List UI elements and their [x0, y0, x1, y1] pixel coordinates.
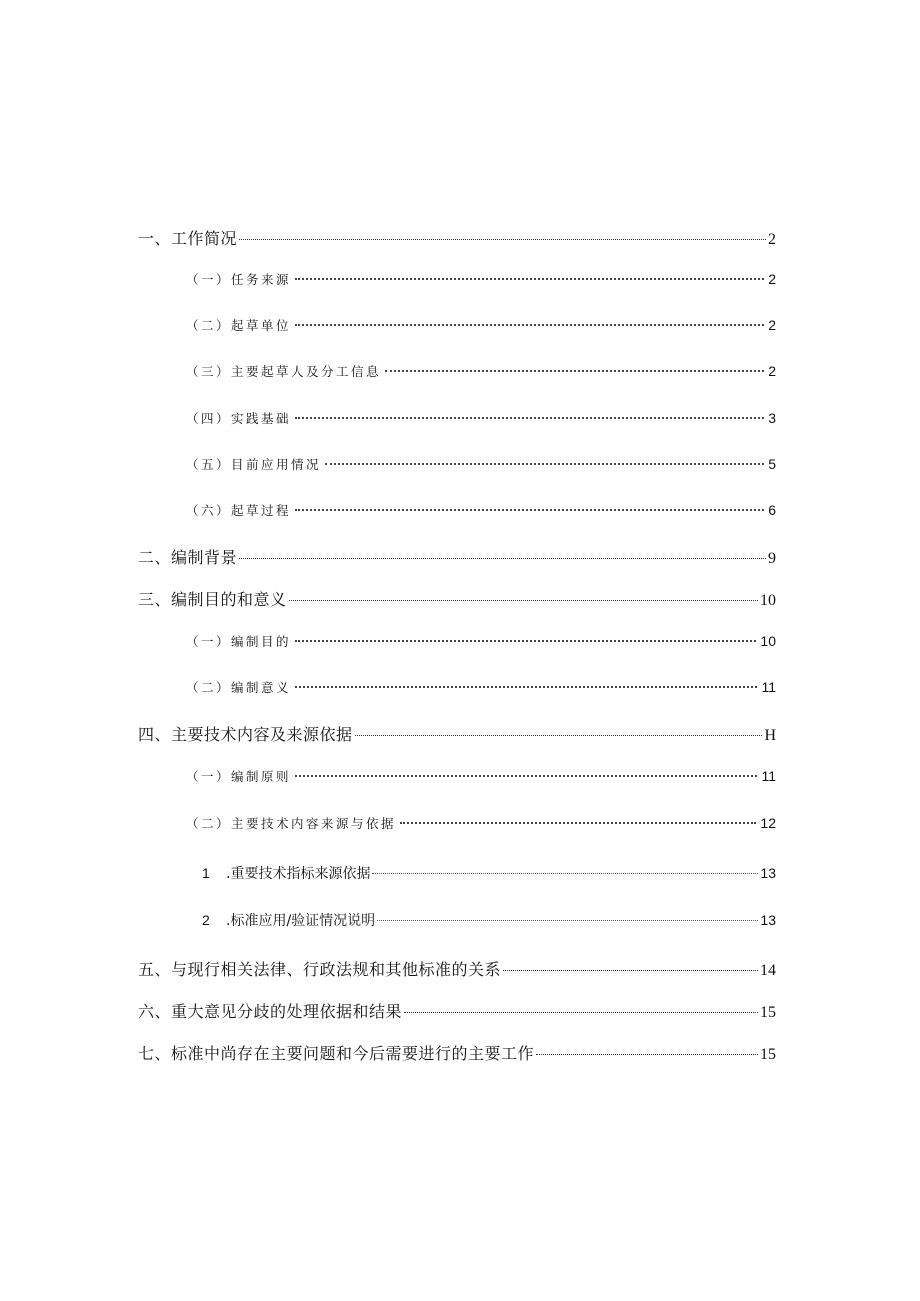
toc-entry-number: 2	[202, 912, 210, 928]
toc-entry[interactable]	[186, 632, 776, 650]
dot-leader	[295, 775, 757, 777]
dot-leader	[295, 324, 764, 326]
toc-entry-page: 3	[768, 410, 776, 426]
toc-entry[interactable]	[138, 545, 776, 568]
dot-leader	[295, 417, 764, 419]
dot-leader	[503, 970, 758, 971]
toc-entry[interactable]	[202, 863, 776, 883]
toc-entry-page: 15	[760, 1004, 776, 1021]
toc-entry[interactable]	[186, 409, 776, 427]
toc-entry-page: 6	[768, 502, 776, 518]
toc-entry-label: （四）实践基础	[186, 411, 292, 426]
toc-entry-page: 12	[760, 815, 776, 831]
toc-entry[interactable]	[138, 957, 776, 980]
toc-entry[interactable]	[186, 362, 776, 380]
dot-leader	[536, 1054, 758, 1055]
toc-entry[interactable]	[186, 501, 776, 519]
toc-entry[interactable]	[186, 814, 776, 832]
toc-entry-label: （三）主要起草人及分工信息	[186, 364, 382, 379]
toc-entry[interactable]	[138, 587, 776, 610]
dot-leader	[289, 600, 758, 601]
toc-entry-label: （二）主要技术内容来源与依据	[186, 816, 397, 831]
dot-leader	[295, 278, 764, 280]
toc-entry-page: 2	[768, 317, 776, 333]
toc-entry[interactable]	[186, 767, 776, 785]
toc-entry-label: （五）目前应用情况	[186, 457, 322, 472]
toc-entry-label: 六、重大意见分歧的处理依据和结果	[138, 1002, 403, 1021]
toc-entry[interactable]	[138, 999, 776, 1022]
dot-leader	[400, 822, 756, 824]
toc-entry[interactable]	[138, 722, 776, 745]
toc-entry-page: 2	[768, 363, 776, 379]
toc-entry-label: .标准应用/验证情况说明	[226, 913, 376, 929]
toc-entry-label: （二）编制意义	[186, 680, 292, 695]
toc-entry-label: （六）起草过程	[186, 503, 292, 518]
toc-entry-page: 5	[768, 456, 776, 472]
dot-leader	[295, 640, 756, 642]
toc-entry-label: （一）编制原则	[186, 769, 292, 784]
toc-entry-page: 9	[768, 550, 776, 567]
dot-leader	[372, 873, 758, 874]
toc-entry-page: 10	[760, 633, 776, 649]
toc-entry-label: 五、与现行相关法律、行政法规和其他标准的关系	[138, 960, 502, 979]
toc-entry-label: 四、主要技术内容及来源依据	[138, 725, 353, 744]
toc-entry-label: .重要技术指标来源依据	[226, 866, 371, 882]
toc-entry-page: 14	[760, 962, 776, 979]
dot-leader	[239, 558, 766, 559]
toc-entry-page: 2	[768, 271, 776, 287]
toc-entry-label: （一）编制目的	[186, 634, 292, 649]
toc-entry-page: 11	[761, 768, 776, 784]
dot-leader	[325, 463, 764, 465]
dot-leader	[295, 686, 757, 688]
toc-entry-page: 15	[760, 1046, 776, 1063]
toc-entry[interactable]	[138, 1041, 776, 1064]
toc-entry[interactable]	[138, 226, 776, 249]
toc-entry-label: 三、编制目的和意义	[138, 590, 287, 609]
dot-leader	[377, 920, 758, 921]
toc-entry-page: 13	[760, 865, 776, 881]
toc-entry-page: 2	[768, 231, 776, 248]
dot-leader	[355, 735, 763, 736]
dot-leader	[295, 509, 764, 511]
toc-entry-number: 1	[202, 865, 210, 881]
toc-entry-page: 10	[760, 592, 776, 609]
dot-leader	[239, 239, 766, 240]
toc-entry-label: 二、编制背景	[138, 548, 238, 567]
toc-entry[interactable]	[186, 678, 776, 696]
toc-entry-label: （一）任务来源	[186, 272, 292, 287]
toc-entry[interactable]	[202, 910, 776, 930]
toc-entry-page: 13	[760, 912, 776, 928]
dot-leader	[385, 370, 764, 372]
toc-entry-label: 七、标准中尚存在主要问题和今后需要进行的主要工作	[138, 1044, 535, 1063]
toc-entry[interactable]	[186, 270, 776, 288]
toc-entry-page: 11	[761, 679, 776, 695]
toc-entry-label: 一、工作简况	[138, 229, 238, 248]
dot-leader	[404, 1012, 758, 1013]
toc-entry[interactable]	[186, 316, 776, 334]
toc-entry-page: H	[764, 727, 776, 744]
toc-entry-label: （二）起草单位	[186, 318, 292, 333]
toc-entry[interactable]	[186, 455, 776, 473]
